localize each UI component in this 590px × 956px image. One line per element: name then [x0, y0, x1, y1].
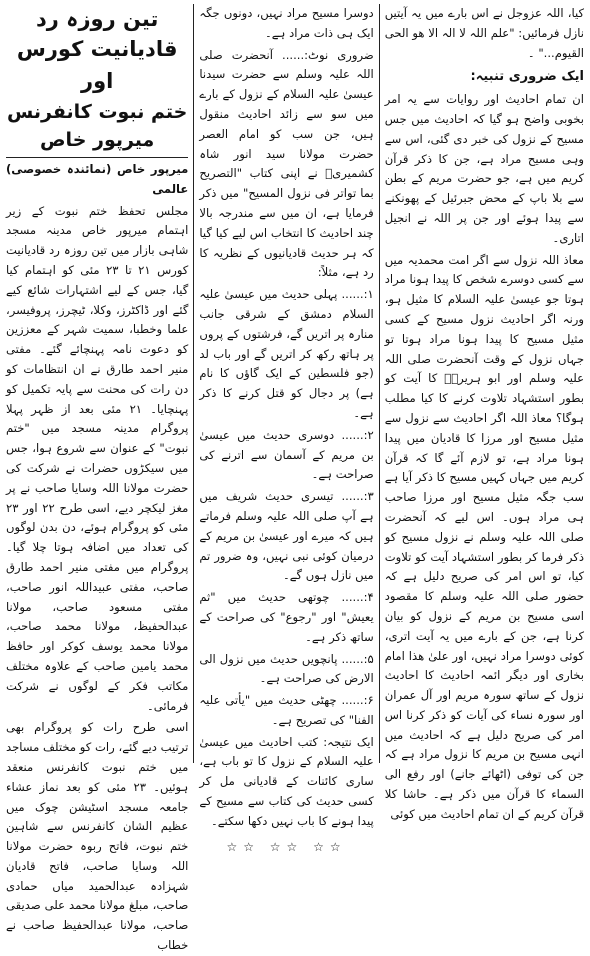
news-dateline: میرپور خاص (نمائندہ خصوصی) عالمی [6, 162, 189, 196]
hadith-point-1: ۱:...... پہلی حدیث میں عیسیٰ علیہ السلام دمشق کے شرقی جانب منارہ پر اتریں گے، فرشتوں کے پروں پر ہاتھ رکھ کر اتریں گے اور باب لد (جو فلسطین کے ایک گاؤں کا نام ہے) پر دجال کو قتل کرنے کا ذکر ہے۔ [199, 287, 374, 420]
news-body-paragraph: اسی طرح رات کو پروگرام بھی ترتیب دیے گئے، رات کو مختلف مساجد میں ختم نبوت کانفرنس منعقد ہوئیں۔ ۲۳ مئی کو بعد نماز عشاء جامعہ مسجد اسٹیشن چوک میں عظیم الشان کانفرنس سے شاہین ختم نبوت، فاتح ربوہ حضرت مولانا اللہ وسایا صاحب، فاتح قادیان شہزادہ عبدالحمید میاں حمادی صاحب، مبلغ مولانا محمد علی صدیقی صاحب، مولانا عبدالحفیظ صاحب نے خطاب [6, 720, 189, 953]
section-heading: ایک ضروری تنبیہ: [470, 69, 584, 85]
stars-divider: ☆☆ ☆☆ ☆☆ [226, 839, 347, 854]
hadith-point-5: ۵:...... پانچویں حدیث میں نزول الی الارض کی صراحت ہے۔ [199, 651, 374, 686]
column-middle [194, 4, 378, 854]
conclusion-paragraph: ایک نتیجہ: کتب احادیث میں عیسیٰ علیہ السلام کے نزول کا تو باب ہے، ساری کائنات کے قادیانی مل کر کسی حدیث کی کتاب سے مسیح کے پیدا ہونے کا باب نہیں دکھا سکتے۔ [199, 734, 374, 828]
body-paragraph: دوسرا مسیح مراد نہیں، دونوں جگہ ایک ہی ذات مراد ہے۔ [199, 6, 374, 40]
body-paragraph: ان تمام احادیث اور روایات سے یہ امر بخوبی واضح ہو گیا کہ احادیث میں جس مسیح کے نزول کی خبر دی گئی، اس سے وہی مسیح مراد ہے، جن کا ذکر قرآن کریم میں ہے، جو حضرت مریم کے بطن سے بلا باپ کے محض جبرئیل کے پھونکنے سے پیدا ہوئے اور جن پر اللہ نے انجیل اتاری۔ [384, 92, 584, 245]
column-right [380, 4, 587, 821]
news-subheadline: ختم نبوت کانفرنس میرپور خاص [6, 98, 188, 158]
news-headline: تین روزہ رد قادیانیت کورس [16, 7, 178, 61]
hadith-point-3: ۳:...... تیسری حدیث شریف میں ہے آپ صلی اللہ علیہ وسلم فرماتے ہیں کہ میرے اور عیسیٰ بن مریم کے درمیان کوئی نبی نہیں، وہ ضرور تم میں نازل ہوں گے۔ [199, 489, 374, 583]
news-headline-and: اور [81, 69, 114, 93]
verse-paragraph: کیا، اللہ عزوجل نے اس بارے میں یہ آیتیں نازل فرمائیں: "علم اللہ لا الہ الا ھو الحی القیوم..." ۔ [384, 6, 584, 60]
body-paragraph: معاذ اللہ نزول سے اگر امت محمدیہ میں سے کسی دوسرے شخص کا پیدا ہونا مراد ہوتا جو عیسیٰ علیہ السلام کا مثیل ہو، ورنہ اگر احادیث نزول مسیح کے کسی مثیل مسیح کا پیدا ہونا مراد ہوتا تو جہاں نزول کے وقت آنحضرت صلی اللہ علیہ وسلم اور ابو ہریرہؓ کا آیت کو بطور استشہاد تلاوت کرنے کا کیا مطلب ہوگا؟ معاذ اللہ اگر احادیث سے نزول سے مثیل مسیح اور مرزا کا قادیان میں پیدا ہونا مراد ہے، تو لازم آئے گا کہ قرآن کریم میں جہاں کہیں مسیح کا ذکر آیا ہے سب جگہ مثیل مسیح اور مرزا صاحب ہی مراد ہوں۔ اس لیے کہ آنحضرت صلی اللہ علیہ وسلم نے نزول مسیح کو ذکر فرما کر بطور استشہاد آیت کو تلاوت کیا، تو اس امر کی صریح دلیل ہے کہ حضور صلی اللہ علیہ وسلم کا مقصود اسی مسیح بن مریم کے نزول کو بیان کرنا ہے، جن کے بارے میں یہ آیت اتری، کوئی دوسرا مراد نہیں، اور علیٰ ھذا امام بخاری اور دیگر ائمہ احادیث کا احادیث نزول کے ساتھ سورہ مریم اور آل عمران اور سورہ نساء کی آیات کو ذکر کرنا اس امر کی صریح دلیل ہے کہ احادیث میں انہی مسیح بن مریم کا نزول مراد ہے کہ جن کی توفی (اٹھائے جانے) اور رفع الی السماء کا قرآن میں ذکر ہے۔ حاشا کلا قرآن کریم کے ان تمام احادیث میں کوئی [384, 252, 584, 821]
column-left [3, 4, 193, 953]
hadith-point-6: ۶:...... چھٹی حدیث میں "یأتی علیہ الفنا" کی تصریح ہے۔ [199, 693, 374, 727]
hadith-point-4: ۴:...... چوتھی حدیث میں "ثم یعیش" اور "رجوع" کی صراحت کے ساتھ ذکر ہے۔ [199, 590, 374, 644]
hadith-point-2: ۲:...... دوسری حدیث میں عیسیٰ بن مریم کے آسمان سے اترنے کی صراحت ہے۔ [199, 427, 374, 482]
note-paragraph: ضروری نوٹ:...... آنحضرت صلی اللہ علیہ وسلم سے حضرت سیدنا عیسیٰ علیہ السلام کے نزول کے بارے میں سو سے زائد احادیث منقول ہیں، جن سب کو امام العصر حضرت مولانا سید انور شاہ کشمیریؒ نے اپنی کتاب "التصریح بما تواتر فی نزول المسیح" میں ذکر فرمایا ہے، ان میں سے مندرجہ بالا چند احادیث کا انتخاب اس لیے کیا گیا کہ ہر حدیث قادیانیوں کے نظریہ کا رد ہے، مثلاً: [199, 47, 374, 280]
news-body-paragraph: مجلس تحفظ ختم نبوت کے زیر اہتمام میرپور خاص مدینہ مسجد شاہی بازار میں تین روزہ رد قادیانیت کورس ۲۱ تا ۲۳ مئی کو اہتمام کیا گیا، جس کے لیے اشتہارات شائع کیے گئے اور ڈاکٹرز، وکلا، ٹیچرز، پروفیسر، علما وخطبا، سمیت شہر کے معززین کو دعوت نامہ پہنچائے گئے۔ مفتی منیر احمد طارق نے ان انتظامات کو دن رات کی محنت سے پایہ تکمیل کو پہنچایا۔ ۲۱ مئی بعد از ظہر پہلا پروگرام مدینہ مسجد میں "ختم نبوت" کے عنوان سے شروع ہوا، جس میں سیکڑوں حضرات نے شرکت کی حضرت مولانا اللہ وسایا صاحب نے پر مغز لیکچر دیے، اسی طرح ۲۲ اور ۲۳ مئی کو پروگرام ہوئے، دن بدن لوگوں کی تعداد میں اضافہ ہوتا چلا گیا۔ پروگرام میں مفتی منیر احمد طارق صاحب، مفتی عبیداللہ انور صاحب، مفتی مسعود صاحب، مولانا عبدالحفیظ، مولانا محمد صاحب، مولانا محمد یوسف کوکر اور حافظ محمد یامین صاحب کے علاوہ مختلف مکاتب فکر کے لوگوں نے شرکت فرمائی۔ [6, 203, 189, 713]
